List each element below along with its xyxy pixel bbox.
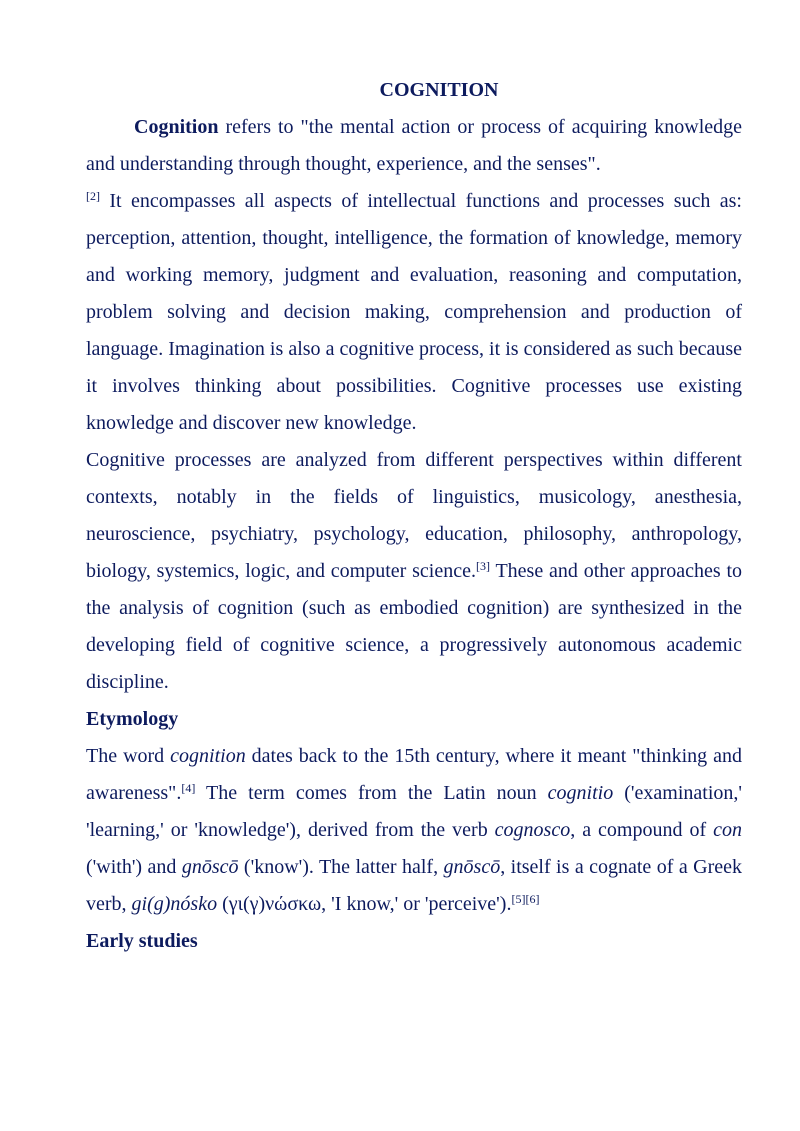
etymology-paragraph [86,738,742,923]
citation-2[interactable]: [2] [86,189,100,203]
intro-text-2: It encompasses all aspects of intellectual functions and processes such as: perception, attention, thought, intelligence, the formation of knowledge, memory and working memory, judgment and evaluation, reasoning and computation, problem solving and decision making, comprehension and production of language. Imagination is also a cognitive process, it is considered as such because it involves thinking about possibilities. Cognitive processes use existing knowledge and discover new knowledge. [86,190,742,434]
term-gnosco: gnōscō [181,856,239,878]
early-studies-heading: Early studies [86,930,198,952]
citation-4[interactable]: [4] [181,781,196,795]
term-gnosco-2: gnōscō [443,856,501,878]
term-cognition: Cognition [134,116,219,138]
page-title: COGNITION [379,79,499,101]
intro-text-1: refers to "the mental action or process of acquiring knowledge and understanding through thought, experience, and the senses". [86,116,742,175]
perspectives-text-1: Cognitive processes are analyzed from different perspectives within different contexts, notably in the fields of linguistics, musicology, anesthesia, neuroscience, psychiatry, psychology, education, philosophy, anthropology, biology, systemics, logic, and computer science. [86,449,742,582]
etymology-text-3: The term comes from the Latin noun [195,782,548,804]
citation-3[interactable]: [3] [475,559,490,573]
citation-5-6[interactable]: [5][6] [511,892,540,906]
etymology-text-6: ('with') and [86,856,182,878]
term-cognition-italic: cognition [170,745,246,767]
perspectives-text-2: These and other approaches to the analysis of cognition (such as embodied cognition) are synthesized in the developing field of cognitive science, a progressively autonomous academic discipline. [86,560,742,693]
etymology-text-1: The word [86,745,171,767]
term-cognitio: cognitio [547,782,614,804]
etymology-text-4: ('examination,' 'learning,' or 'knowledge'), derived from the verb [86,782,742,841]
etymology-heading: Etymology [86,708,179,730]
etymology-text-8: , itself is a cognate of a Greek verb, [86,856,742,915]
perspectives-paragraph [86,442,742,701]
etymology-text-9: (γι(γ)νώσκω, 'I know,' or 'perceive'). [217,893,512,915]
etymology-text-5: , a compound of [570,819,714,841]
term-gignosko: gi(g)nósko [131,893,218,915]
document-body [86,72,742,960]
term-cognosco: cognosco [494,819,571,841]
intro-paragraph [86,109,742,442]
etymology-text-7: ('know'). The latter half, [238,856,444,878]
etymology-text-2: dates back to the 15th century, where it meant "thinking and awareness". [86,745,742,804]
term-con: con [713,819,742,841]
